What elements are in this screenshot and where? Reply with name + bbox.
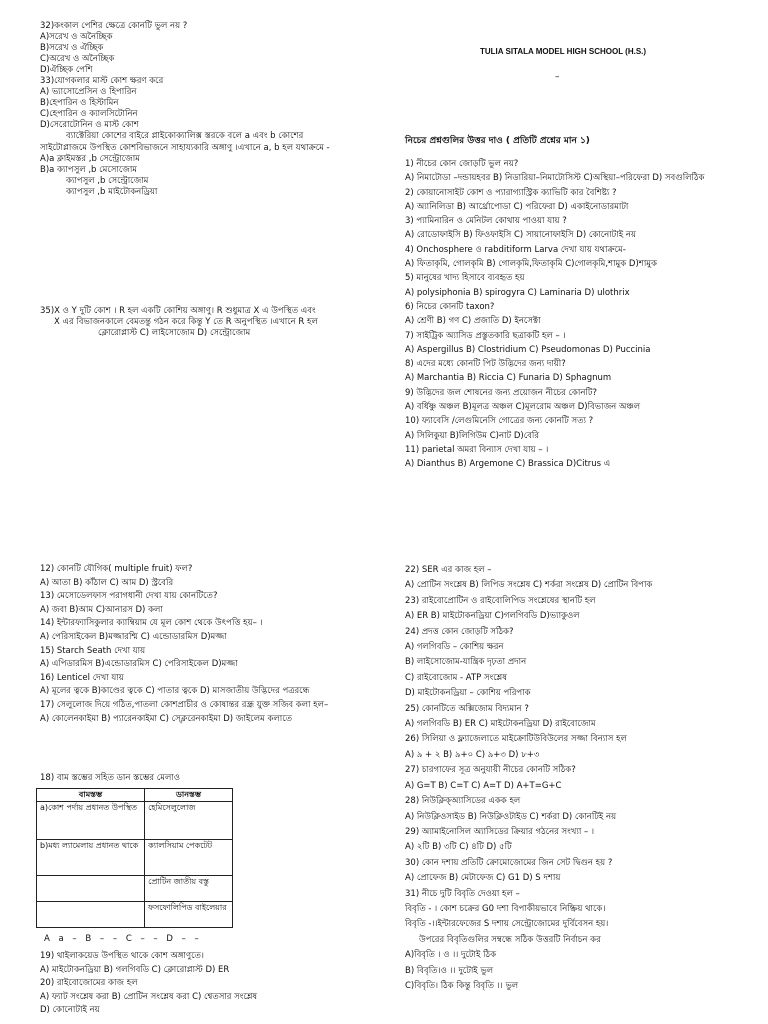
question-line: 30) কোন দশায় প্রতিটি ক্রোমোজোমের জিন সেট দ্বিগুন হয় ? <box>405 857 613 868</box>
option-line: A)a ক্লাইমস্তর ,b সেন্ট্রোজোম <box>40 153 140 164</box>
option-line: C)অরেখ ও অনৈচ্ছিক <box>40 54 115 65</box>
option-line: A) Marchantia B) Riccia C) Funaria D) Sphagnum <box>405 373 612 384</box>
question-line: 3) প্যামিনারিন ও মেনিটল কোথায় পাওয়া যায় ? <box>405 216 567 227</box>
option-line: A) রোডোফাইসি B) ফিওফাইসি C) সায়ানোফাইসি D) কোনোটাই নয় <box>405 230 636 241</box>
question-line: 5) মানুষের খাদ্য হিসাবে ব্যবহৃত হয় <box>405 273 525 284</box>
question-line: সাইটোপ্লাজমে উপস্থিত কোশবিভাজনে সাহায্যকারি অঙ্গাণু ।এখানে a, b হল যথাক্রমে - <box>40 142 330 153</box>
option-line: A) জবা B)আম C)আনারস D) কলা <box>40 604 163 615</box>
question-line: 4) Onchosphere ও rabditiform Larva দেখা যায় যথাক্রমে- <box>405 244 626 255</box>
option-line: A) ২টি B) ৩টি C) ৪টি D) ৫টি <box>405 842 512 853</box>
option-line: B)সরেখ ও ঐচ্ছিক <box>40 43 104 54</box>
option-line: ক্যাপসুল ,b মাইটোকনড্রিয়া <box>66 186 158 197</box>
question-line: 10) ফ্যাবেসি /লেগুমিনেসি গোত্রের জন্য কোনটি সত্য ? <box>405 416 594 427</box>
option-line: A) নিমাটোডা –দন্ডায়হবর B) নিডারিয়া–নিমাটোসিস্ট C)অস্থিয়া–পরিফেরা D) সবগুলিঠিক <box>405 173 705 184</box>
bottom-left-after <box>40 950 395 1018</box>
question-line: 33)যোগকলার মাস্ট কোশ ক্ষরণ করে <box>40 76 164 87</box>
question-line: 26) সিলিয়া ও ফ্ল্যাজেলাতে মাইক্রোটিউবিউলের সজ্জা বিন্যাস হল <box>405 734 627 745</box>
question-line: 28) নিউক্লিক্অ্যাসিডের একক হল <box>405 796 521 807</box>
option-line: A) ভ্যাসোপ্রেসিন ও হিপারিন <box>40 87 137 98</box>
question-line: 7) সাইট্রিক অ্যাসিড প্রস্তুতকারি ছত্রাকটি হল – । <box>405 330 566 341</box>
question-35 <box>40 306 390 339</box>
top-left-questions <box>40 21 390 198</box>
option-line: A) সিলিকুয়া B)লিগিউম C)নাট D)বেরি <box>405 430 539 441</box>
question-18: 18) বাম স্তম্ভের সহিত ডান স্তম্ভের মেলাও <box>40 773 181 783</box>
match-right-cell: ফসফোলিপিড বাইলেয়ার <box>145 902 233 928</box>
question-line: 17) সেলুলোজ দিয়ে গঠিত,পাতলা কোশপ্রাচীর ও কোষান্তর রন্ধ্র যুক্ত সজিব কলা হল– <box>40 699 329 710</box>
question-line: 16) Lenticel দেখা যায় <box>40 672 124 683</box>
option-line: D) কোনোটাই নয় <box>40 1005 100 1016</box>
option-line: A) অ্যানিলিডা B) আর্থ্রোপোডা C) পরিফেরা D) একাইনোডারমাটা <box>405 201 629 212</box>
option-line: A) এপিডারমিস B)এন্ডোডারমিস C) পেরিসাইকেল D)মজ্জা <box>40 659 238 670</box>
question-line: 11) parietal অমরা বিন্যাস দেখা যায় – । <box>405 444 549 455</box>
option-line: A) Dianthus B) Argemone C) Brassica D)Citrus এ <box>405 459 611 470</box>
question-line: 12) কোনটি যৌগিক( multiple fruit) ফল? <box>40 564 193 574</box>
bottom-right-questions <box>405 563 760 994</box>
question-line: 9) উদ্ভিদের জল শোষনের জন্য প্রয়োজন নীচের কোনটি? <box>405 387 597 398</box>
question-line: 19) থাইলাকয়েড উপস্থিত থাকে কোশ অঙ্গাণুতে। <box>40 951 204 961</box>
question-line: 22) SER এর কাজ হল – <box>405 565 492 575</box>
option-line: A) গলগিবডি B) ER C) মাইটোকনড্রিয়া D) রাইবোজোম <box>405 719 596 730</box>
question-line: উপরের বিবৃতিগুলির সম্বন্ধে সঠিক উত্তরটি নির্বাচন কর <box>419 934 601 945</box>
option-line: A) ফ্যাট সংশ্লেষ করা B) প্রোটিন সংশ্লেষ করা C) শ্বেতসার সংশ্লেষ <box>40 991 258 1002</box>
option-line: A)বিবৃতি । ও ।। দুটোই ঠিক <box>405 950 497 961</box>
match-head-right: ডানস্তম্ভ <box>145 789 233 802</box>
option-line: A) ER B) মাইটোকনড্রিয়া C)গলগিবডি D)ভ্যাকুওল <box>405 611 580 622</box>
question-line: 1) নীচের কোন জোড়টি ভুল নয়? <box>405 159 519 169</box>
match-head-left: বামস্তম্ভ <box>37 789 145 802</box>
question-line: 35)X ও Y দুটি কোশ । R হল একটি কোশিয় অঙ্গাণু। R শুধুমাত্র X এ উপস্থিত এবং <box>40 306 316 316</box>
match-table <box>36 788 233 928</box>
match-right-cell: প্রোটিন জাতীয় বস্তু <box>145 876 233 902</box>
question-line: 13) মেসোডেলফাস পরাগধানী দেখা যায় কোনটিতে? <box>40 591 218 602</box>
option-line: A) বর্ধিষ্ণু অঞ্চল B)মূলত্র অঞ্চল C)মূলরোম অঞ্চল D)বিভাজন অঞ্চল <box>405 402 641 413</box>
header-dash: – <box>555 72 560 82</box>
option-line: A) পেরিসাইকেল B)মজ্জারশ্মি C) এন্ডোডারমিস D)মজ্জা <box>40 631 227 642</box>
question-line: 8) এদের মধ্যে কোনটি পিট উদ্ভিদের জন্য দায়ী? <box>405 359 566 370</box>
option-line: A) নিউক্লিওসাইড B) নিউক্লিওটাইড C) শর্করা D) কোনটিই নয় <box>405 811 617 822</box>
option-line: B) বিবৃতি।ও ।। দুটোই ভুল <box>405 965 494 976</box>
question-line: ব্যাক্টেরিয়া কোশের বাইরে প্লাইকোক্যালিক্স স্তরকে বলে a এবং b কোশের <box>66 131 304 142</box>
option-line: D)সেরোটোনিন ও মাস্ট কোশ <box>40 120 139 131</box>
option-line: C)বিবৃতি। ঠিক কিন্তু বিবৃতি ।। ভুল <box>405 980 519 991</box>
question-line: 24) প্রদত্ত কোন জোড়টি সঠিক? <box>405 626 514 637</box>
option-line: D) মাইটোকনড্রিয়া – কোশিয় পরিপাক <box>405 688 531 699</box>
question-line: 27) চারগাফের সূত্র অনুযায়ী নীচের কোনটি সঠিক? <box>405 765 576 776</box>
bottom-left-questions <box>40 563 395 726</box>
option-line: B) লাইসোজোম-যান্ত্রিক দৃঢ়তা প্রদান <box>405 657 527 668</box>
option-line: A) ফিতাকৃমি, গোলকৃমি B) গোলকৃমি,ফিতাকৃমি C)গোলকৃমি,শামুক D)শামুক <box>405 259 657 270</box>
option-line: A) মূলের ত্বকে B)কাণ্ডের ত্বকে C) পাতার ত্বকে D) মাসজাতীয় উদ্ভিদের পত্ররন্ধে <box>40 686 310 697</box>
option-line: A) Aspergillus B) Clostridium C) Pseudomonas D) Puccinia <box>405 344 651 355</box>
option-line: A) G=T B) C=T C) A=T D) A+T=G+C <box>405 780 562 791</box>
option-line: A) কোলেনকাইমা B) প্যারেনকাইমা C) স্ক্লেরেনকাইমা D) জাইলেম কলাতে <box>40 713 292 724</box>
option-line: A) আতা B) কাঁঠাল C) আম D) স্ট্রবেরি <box>40 577 174 588</box>
question-line: 14) ইন্টারফ্যাসিকুলার ক্যাম্বিয়াম যে মূল কোশ থেকে উৎপত্তি হয়– । <box>40 618 263 629</box>
option-line: A) গলগিবডি – কোশিয় ক্ষরন <box>405 642 504 653</box>
question-line: 29) অ্যামাইনোসিল অ্যাসিডের ক্রিয়ার গঠনের সংখ্যা – । <box>405 826 595 837</box>
statement-line: বিবৃতি - । কোশ চক্রের G0 দশা বিপাকীয়ভাবে নিষ্ক্রিয় থাকে। <box>405 903 606 914</box>
option-line: A) ৯ + ২ B) ৯+০ C) ৯+৩ D) ৮+৩ <box>405 749 540 760</box>
school-title: TULIA SITALA MODEL HIGH SCHOOL (H.S.) <box>480 47 647 56</box>
statement-line: বিবৃতি -।।ইন্টারফেজের S দশায় সেন্ট্রোজোমের দুর্বিবেসন হয়। <box>405 919 609 930</box>
question-line: X এর বিভাজনকালে বেমতন্তু গঠন করে কিন্তু Y তে R অনুপস্থিত ।এখানে R হল <box>54 317 318 328</box>
instruction-line: নিচের প্রশ্নগুলির উত্তর দাও ( প্রতিটি প্রশ্নের মান ১) <box>405 136 590 146</box>
option-line: A) প্রোটিন সংশ্লেষ B) লিপিড সংশ্লেষ C) শর্করা সংশ্লেষ D) প্রোটিন বিপাক <box>405 580 653 591</box>
question-line: 2) কোয়ানোসাইট কোশ ও প্যারাগ্যাস্ট্রিক ক্যাভিটি কার বৈশিষ্ট্য ? <box>405 187 617 198</box>
match-left-cell <box>37 876 145 902</box>
option-line: ক্যাপসুল ,b সেন্ট্রোজোম <box>66 175 149 186</box>
match-left-cell: b)মধ্য ল্যামেলায় প্রধানত থাকে <box>37 840 145 876</box>
match-answer-line: A a – B – – C – – D – – <box>44 934 199 944</box>
match-left-cell <box>37 902 145 928</box>
top-right-questions <box>405 157 760 472</box>
option-line: A) polysiphonia B) spirogyra C) Laminaria D) ulothrix <box>405 287 630 298</box>
option-line: A)সরেখ ও অনৈচ্ছিক <box>40 32 113 43</box>
question-line: 20) রাইবোজোমের কাজ হল <box>40 978 138 989</box>
option-line: A) প্রোফেজ B) মেটাফেজ C) G1 D) S দশায় <box>405 873 561 884</box>
match-right-cell: ক্যালসিয়াম পেকটেট <box>145 840 233 876</box>
question-line: 31) নীচে দুটি বিবৃতি দেওয়া হল – <box>405 888 520 899</box>
question-line: 32)কংকাল পেশির ক্ষেত্রে কোনটি ভুল নয় ? <box>40 21 188 31</box>
option-line: A) শ্রেণী B) গণ C) প্রজাতি D) ইনসেক্টা <box>405 316 541 327</box>
match-left-cell: a)কোশ পর্দায় প্রধানত উপস্থিত <box>37 802 145 840</box>
option-line: C)হেপারিন ও ক্যালসিটোনিন <box>40 109 138 120</box>
option-line: B)a ক্যাপসুল ,b মেসোজোম <box>40 164 138 175</box>
question-line: 23) রাইবোপ্রোটিন ও রাইবোলিপিড সংশ্লেষের স্থানটি হল <box>405 595 596 606</box>
option-line: A) মাইটোকনড্রিয়া B) গলগিবডি C) ক্লোরোপ্লাস্ট D) ER <box>40 964 230 975</box>
match-right-cell: হেমিসেলুলোজ <box>145 802 233 840</box>
option-line: C) রাইবোজোম - ATP সংশ্লেষ <box>405 672 507 683</box>
question-line: 25) কোনটিতে অক্সিজোম বিদ্যমান ? <box>405 703 529 714</box>
option-line: D)ঐচ্ছিক পেশি <box>40 65 93 76</box>
option-line: B)হেপারিন ও হিস্টামিন <box>40 98 119 109</box>
question-line: 15) Starch Seath দেখা যায় <box>40 645 146 656</box>
question-line: 6) নিচের কোনটি taxon? <box>405 301 495 312</box>
option-line: ক্লোরোপ্লাস্ট C) লাইসোজোম D) সেন্ট্রোজোম <box>98 328 251 339</box>
